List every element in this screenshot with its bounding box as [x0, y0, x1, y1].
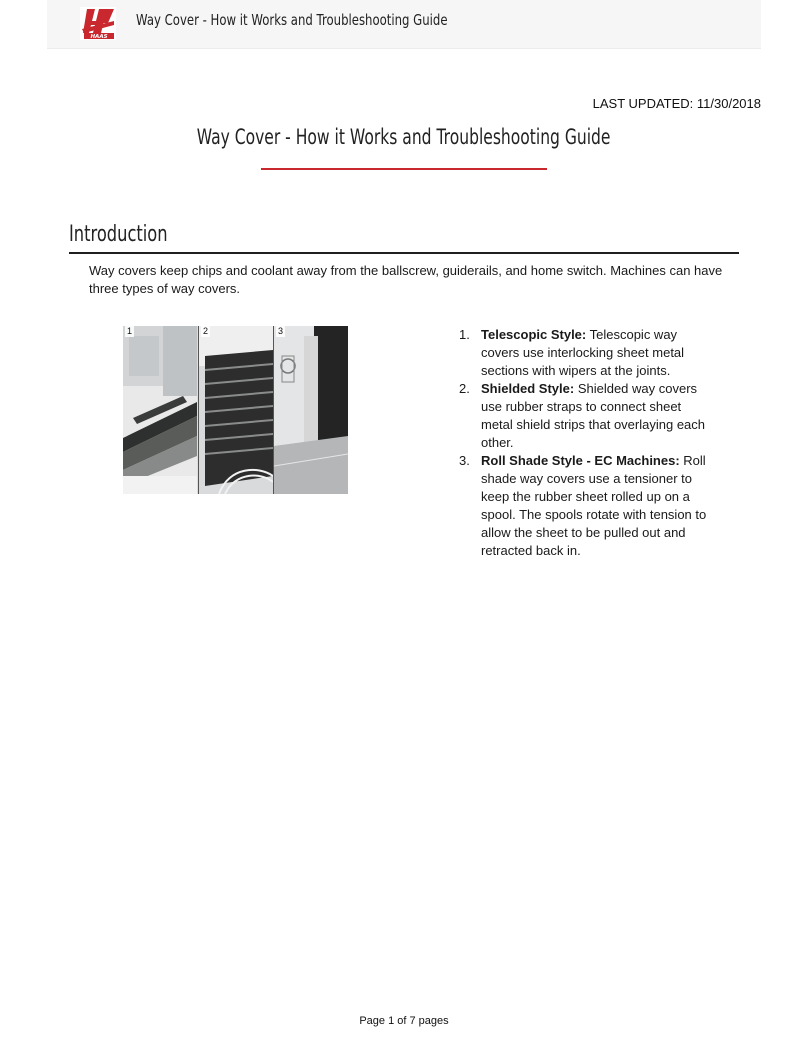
telescopic-photo [123, 326, 197, 494]
list-term: Roll Shade Style - EC Machines: [481, 453, 680, 468]
way-cover-types-list [459, 326, 709, 560]
list-item [459, 326, 709, 380]
way-cover-figure [123, 326, 347, 494]
header-title: Way Cover - How it Works and Troubleshooting Guide [136, 11, 448, 29]
shielded-photo [198, 326, 273, 494]
panel-number: 2 [203, 326, 209, 336]
list-item [459, 380, 709, 452]
haas-logo-icon [80, 7, 116, 40]
list-item [459, 452, 709, 560]
last-updated: LAST UPDATED: 11/30/2018 [592, 96, 761, 111]
title-divider [261, 168, 547, 170]
list-number: 3. [459, 453, 470, 468]
roll-shade-photo [273, 326, 348, 494]
list-description: Telescopic way covers use interlocking sheet metal sections with wipers at the joints. [481, 327, 685, 378]
panel-number: 1 [127, 326, 133, 336]
list-number: 1. [459, 327, 470, 342]
list-description: Roll shade way covers use a tensioner to keep the rubber sheet rolled up on a spool. The spools rotate with tension to allow the sheet to be pulled out and retracted back in. [481, 453, 707, 558]
section-divider [69, 252, 739, 254]
page-header [47, 0, 761, 49]
logo-text: HAAS [90, 34, 108, 40]
panel-number: 3 [278, 326, 284, 336]
list-term: Telescopic Style: [481, 327, 587, 342]
page-footer: Page 1 of 7 pages [359, 1015, 449, 1027]
document-title-text: Way Cover - How it Works and Troubleshooting Guide [197, 125, 611, 149]
list-number: 2. [459, 381, 470, 396]
list-term: Shielded Style: [481, 381, 575, 396]
section-heading: Introduction [69, 222, 168, 247]
document-title [0, 125, 808, 149]
list-description: Shielded way covers use rubber straps to connect sheet metal shield strips that overlaying each other. [481, 381, 706, 450]
intro-paragraph: Way covers keep chips and coolant away from the ballscrew, guiderails, and home switch. Machines can have three types of way covers. [89, 263, 723, 296]
